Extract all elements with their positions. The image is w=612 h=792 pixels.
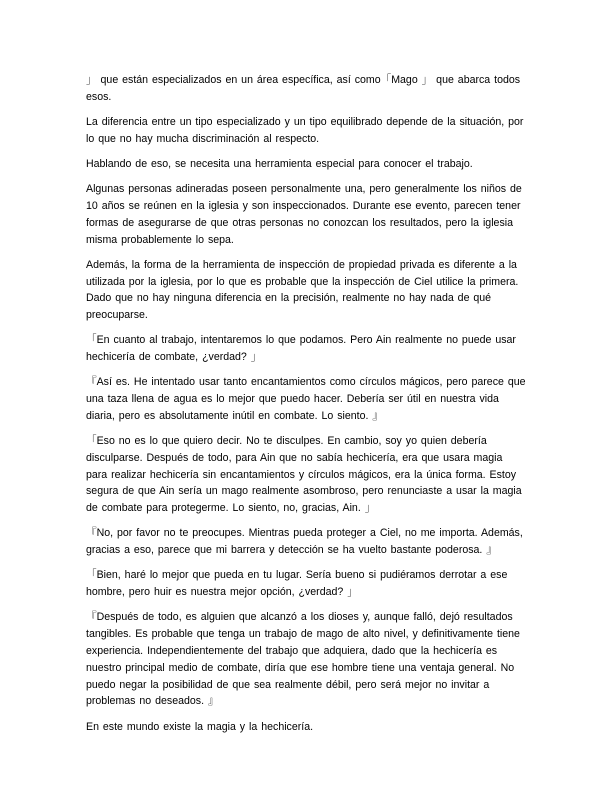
dialogue-paragraph-8: 「Eso no es lo que quiero decir. No te disculpes. En cambio, soy yo quien debería disculparse. Después de todo, para Ain que no sabía hechicería, era que usara magia para realizar hechicería sin encantamientos y círculos mágicos, era la única forma. Estoy segura de que Ain sería un mago realmente asombroso, pero renunciaste a usar la magia de combate para protegerme. Lo siento, no, gracias, Ain. 」 xyxy=(86,435,522,515)
paragraph-3: Hablando de eso, se necesita una herramienta especial para conocer el trabajo. xyxy=(86,157,473,170)
document-page xyxy=(86,72,526,744)
paragraph-4: Algunas personas adineradas poseen personalmente una, pero generalmente los niños de 10 años se reúnen en la iglesia y son inspeccionados. Durante ese evento, parecen tener formas de asegurarse de que otras personas no conozcan los resultados, pero la iglesia misma probablemente lo sepa. xyxy=(86,183,522,246)
paragraph-2: La diferencia entre un tipo especializado y un tipo equilibrado depende de la situación, por lo que no hay mucha discriminación al respecto. xyxy=(86,115,524,145)
paragraph-12: En este mundo existe la magia y la hechicería. xyxy=(86,720,314,733)
dialogue-paragraph-10: 「Bien, haré lo mejor que pueda en tu lugar. Sería bueno si pudiéramos derrotar a ese hombre, pero huir es nuestra mejor opción, ¿verdad? 」 xyxy=(86,569,508,599)
paragraph-1: 」 que están especializados en un área específica, así como「Mago 」 que abarca todos esos. xyxy=(86,74,521,103)
dialogue-paragraph-9: 『No, por favor no te preocupes. Mientras pueda proteger a Ciel, no me importa. Además, gracias a eso, parece que mi barrera y detección se ha vuelto bastante poderosa. 』 xyxy=(86,527,523,557)
dialogue-paragraph-6: 「En cuanto al trabajo, intentaremos lo que podamos. Pero Ain realmente no puede usar hechicería de combate, ¿verdad? 」 xyxy=(86,334,516,364)
dialogue-paragraph-7: 『Así es. He intentado usar tanto encantamientos como círculos mágicos, pero parece que una taza llena de agua es lo mejor que puedo hacer. Debería ser útil en nuestra vida diaria, pero es absolutamente inútil en combate. Lo siento. 』 xyxy=(86,376,526,422)
paragraph-5: Además, la forma de la herramienta de inspección de propiedad privada es diferente a la utilizada por la iglesia, por lo que es probable que la inspección de Ciel utilice la primera. Dado que no hay ninguna diferencia en la precisión, realmente no hay nada de qué preocuparse. xyxy=(86,258,519,322)
dialogue-paragraph-11: 『Después de todo, es alguien que alcanzó a los dioses y, aunque falló, dejó resultados tangibles. Es probable que tenga un trabajo de mago de alto nivel, y definitivamente tiene experiencia. Independientemente del trabajo que adquiera, dado que la hechicería es nuestro principal medio de combate, diría que ese hombre tiene una ventaja general. No puedo negar la posibilidad de que sea realmente débil, pero será mejor no invitar a problemas no deseados. 』 xyxy=(86,611,520,708)
